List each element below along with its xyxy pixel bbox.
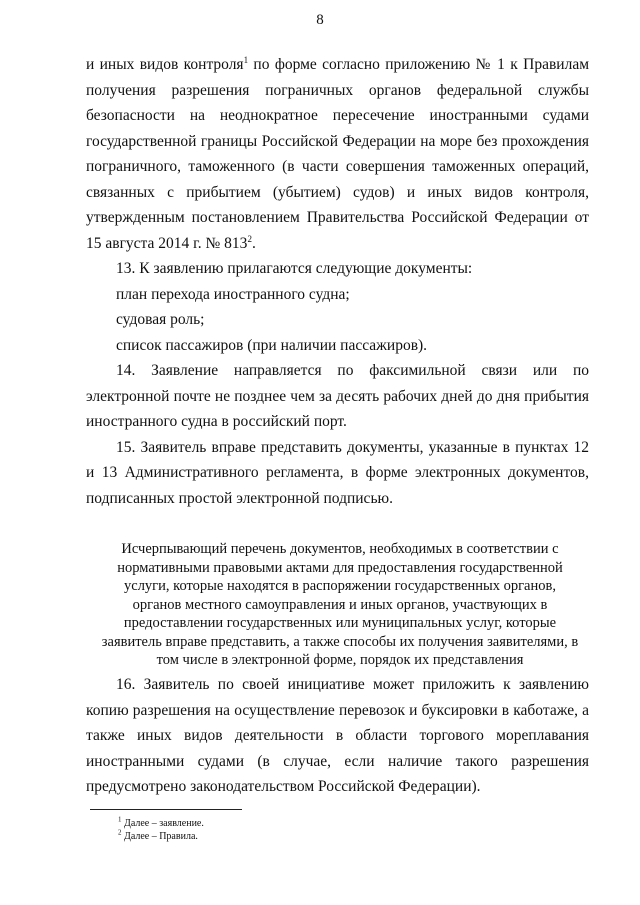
footnotes [118,817,204,843]
footnote-marker: 2 [118,828,122,837]
footnote-marker: 1 [118,815,122,824]
main-text-bottom [86,672,589,800]
paragraph-14: 14. Заявление направляется по факсимильной связи или по электронной почте не позднее чем за десять рабочих дней до дня прибытия иностранного судна в российский порт. [86,362,589,430]
paragraph-16: 16. Заявитель по своей инициативе может приложить к заявлению копию разрешения на осуществление перевозок и буксировки в каботаже, а также иных видов деятельности в области торгового мореплавания иностранными судами (в случае, если наличие такого разрешения предусмотрено законодательством Российской Федерации). [86,676,589,795]
list-item: план перехода иностранного судна; [116,285,350,303]
footnote-1 [118,817,204,830]
list-item: список пассажиров (при наличии пассажиров). [116,336,428,354]
paragraph-continuation [86,52,589,256]
footnote-divider [90,809,242,810]
text-run: . [251,234,256,252]
page-number: 8 [316,12,324,28]
list-item: судовая роль; [116,311,205,328]
paragraph-13: 13. К заявлению прилагаются следующие документы: [116,260,473,277]
footnote-ref-2: 2 [247,233,252,244]
text-run: по форме согласно приложению № 1 к Правилам получения разрешения пограничных органов федеральной службы безопасности на неоднократное пересечение иностранными судами государственной границы Российской Федерации на море без прохождения пограничного, таможенного (в части совершения таможенных операций, связанных с прибытием (убытием) судов) и иных видов контроля, утвержденным постановлением Правительства Российской Федерации от 15 августа 2014 г. № 813 [86,56,590,252]
footnote-text: Далее – Правила. [121,831,198,842]
footnote-text: Далее – заявление. [121,818,204,829]
paragraph-15: 15. Заявитель вправе представить документы, указанные в пунктах 12 и 13 Административного регламента, в форме электронных документов, подписанных простой электронной подписью. [86,438,589,507]
footnote-ref-1: 1 [243,54,249,65]
footnote-2 [118,830,204,843]
section-heading: Исчерпывающий перечень документов, необходимых в соответствии с нормативными правовыми актами для предоставления государственной услуги, которые находятся в распоряжении государственных органов, органов местного самоуправления и иных органов, участвующих в предоставлении государственных или муниципальных услуг, которые заявитель вправе представить, а также способы их получения заявителями, в том числе в электронной форме, порядок их представления [101,541,579,668]
text-run: и иных видов контроля [86,56,244,73]
main-text-top [86,52,589,511]
